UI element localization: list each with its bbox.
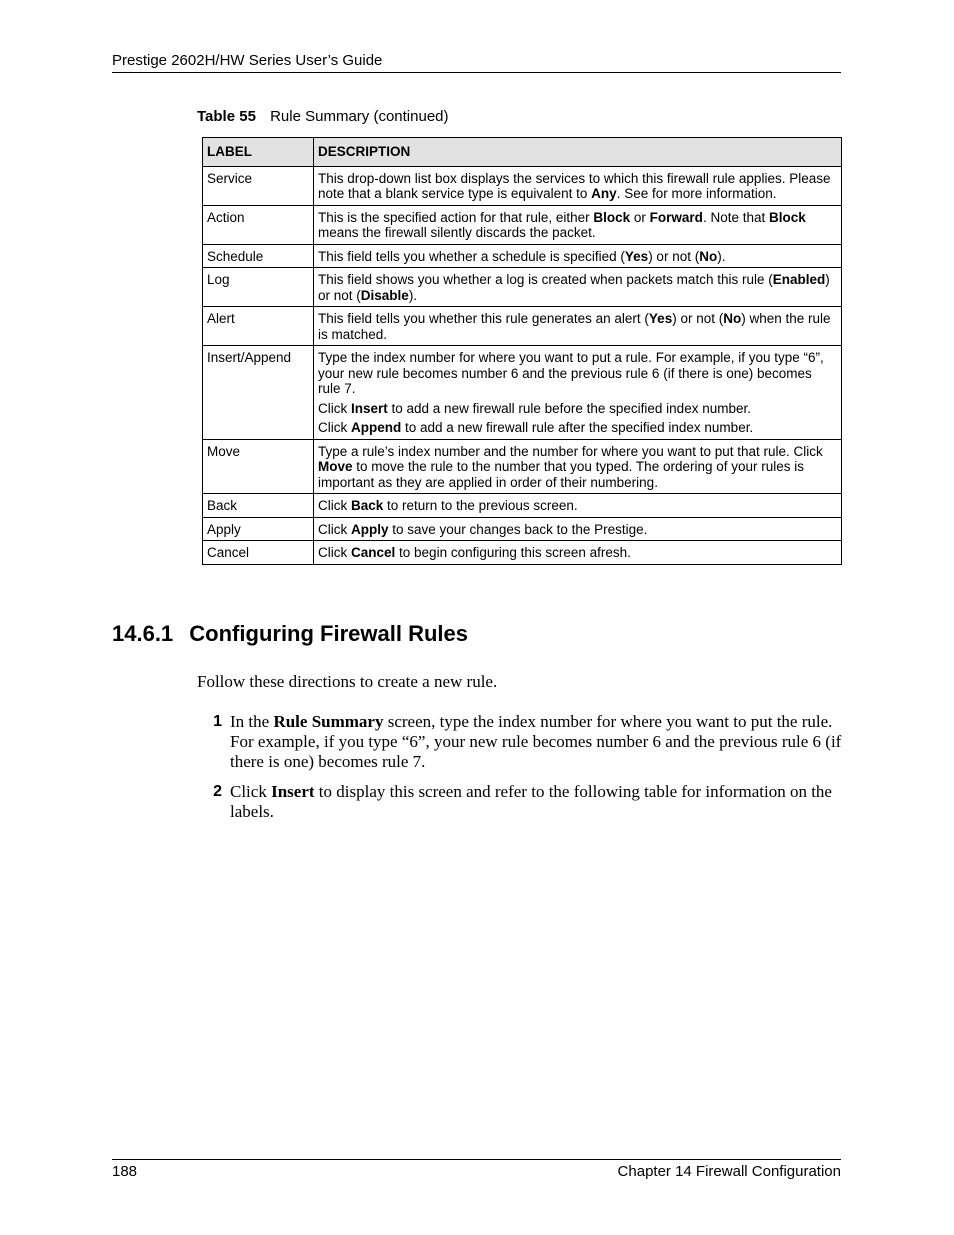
- row-label: Action: [203, 205, 314, 244]
- description-paragraph: [318, 272, 837, 303]
- text-run: Type the index number for where you want to put a rule. For example, if you type “6”, your new rule becomes number 6 and the previous rule 6 (if there is one) becomes rule 7.: [318, 350, 824, 396]
- row-description: [314, 541, 842, 565]
- table-header-row: [203, 138, 842, 167]
- description-paragraph: [318, 311, 837, 342]
- column-header-label: LABEL: [203, 138, 314, 167]
- text-run: Click: [318, 545, 351, 560]
- row-label: Apply: [203, 517, 314, 541]
- description-paragraph: [318, 420, 837, 436]
- bold-term: Forward: [649, 209, 703, 225]
- bold-term: Rule Summary: [273, 712, 384, 731]
- text-run: to display this screen and refer to the following table for information on the labels.: [230, 782, 832, 821]
- column-header-description: DESCRIPTION: [314, 138, 842, 167]
- text-run: ) or not (: [648, 248, 700, 264]
- step-list: [197, 712, 842, 832]
- text-run: Click: [318, 498, 351, 513]
- step-number: 1: [213, 713, 222, 730]
- row-label: Alert: [203, 307, 314, 346]
- bold-term: Yes: [648, 311, 673, 326]
- bold-term: Enabled: [772, 272, 826, 287]
- table-row: [203, 307, 842, 346]
- table-caption: [197, 108, 449, 125]
- text-run: In the: [230, 712, 274, 731]
- table-body: [203, 166, 842, 564]
- row-label: Log: [203, 268, 314, 307]
- text-run: Click: [318, 521, 351, 537]
- bold-term: Yes: [624, 248, 649, 264]
- bold-term: Disable: [360, 287, 409, 303]
- text-run: ) or not (: [318, 272, 830, 303]
- intro-paragraph: Follow these directions to create a new rule.: [197, 672, 498, 691]
- table-row: [203, 244, 842, 268]
- row-label: Schedule: [203, 244, 314, 268]
- bold-term: Any: [591, 186, 617, 201]
- section-number: 14.6.1: [112, 621, 174, 646]
- text-run: ) when the rule is matched.: [318, 311, 831, 342]
- row-description: [314, 346, 842, 440]
- row-label: Insert/Append: [203, 346, 314, 440]
- text-run: to save your changes back to the Prestige.: [388, 521, 648, 537]
- description-paragraph: [318, 171, 837, 202]
- row-label: Back: [203, 494, 314, 518]
- section-title: Configuring Firewall Rules: [189, 621, 468, 646]
- running-footer: [112, 1159, 841, 1180]
- row-description: [314, 517, 842, 541]
- row-description: [314, 166, 842, 205]
- text-run: to move the rule to the number that you typed. The ordering of your rules is important as they are applied in order of their numbering.: [318, 459, 805, 490]
- step-item: [197, 712, 842, 772]
- description-paragraph: [318, 522, 837, 538]
- row-description: [314, 244, 842, 268]
- bold-term: Move: [318, 459, 353, 474]
- description-paragraph: [318, 444, 837, 491]
- row-description: [314, 307, 842, 346]
- text-run: Type a rule’s index number and the number for where you want to put that rule. Click: [318, 443, 823, 459]
- text-run: This field tells you whether this rule generates an alert (: [318, 311, 649, 326]
- bold-term: No: [723, 311, 742, 326]
- text-run: . See for more information.: [616, 186, 777, 201]
- table-row: [203, 346, 842, 440]
- description-paragraph: [318, 401, 837, 417]
- bold-term: No: [699, 248, 718, 264]
- description-paragraph: [318, 545, 837, 561]
- table-caption-title: Rule Summary (continued): [270, 108, 449, 125]
- text-run: This field shows you whether a log is created when packets match this rule (: [318, 272, 773, 287]
- text-run: This is the specified action for that rule, either: [318, 209, 594, 225]
- text-run: . Note that: [702, 209, 769, 225]
- step-item: [197, 782, 842, 822]
- table-row: [203, 205, 842, 244]
- bold-term: Block: [768, 209, 806, 225]
- row-description: [314, 268, 842, 307]
- table-row: [203, 517, 842, 541]
- text-run: This field tells you whether a schedule is specified (: [318, 248, 625, 264]
- page-number: 188: [112, 1163, 138, 1180]
- text-run: to add a new firewall rule after the specified index number.: [401, 420, 754, 435]
- bold-term: Block: [593, 209, 631, 225]
- text-run: to return to the previous screen.: [383, 498, 578, 513]
- section-heading: [112, 621, 468, 647]
- table-row: [203, 166, 842, 205]
- table-row: [203, 268, 842, 307]
- text-run: to add a new firewall rule before the specified index number.: [387, 400, 751, 416]
- table-row: [203, 494, 842, 518]
- bold-term: Cancel: [351, 545, 396, 560]
- bold-term: Insert: [271, 782, 315, 801]
- row-description: [314, 439, 842, 494]
- description-paragraph: [318, 210, 837, 241]
- chapter-title: Chapter 14 Firewall Configuration: [617, 1163, 841, 1180]
- row-label: Move: [203, 439, 314, 494]
- text-run: or: [630, 209, 650, 225]
- text-run: to begin configuring this screen afresh.: [395, 545, 631, 560]
- table-row: [203, 541, 842, 565]
- text-run: means the firewall silently discards the packet.: [318, 225, 596, 240]
- text-run: ) or not (: [672, 311, 724, 326]
- rule-summary-table: [202, 137, 842, 565]
- row-label: Service: [203, 166, 314, 205]
- text-run: Click: [318, 420, 351, 435]
- bold-term: Append: [351, 420, 402, 435]
- guide-title: Prestige 2602H/HW Series User’s Guide: [112, 52, 383, 69]
- description-paragraph: [318, 350, 837, 397]
- row-label: Cancel: [203, 541, 314, 565]
- table-caption-label: Table 55: [197, 108, 256, 125]
- text-run: ).: [717, 248, 726, 264]
- row-description: [314, 494, 842, 518]
- step-number: 2: [213, 783, 222, 800]
- text-run: screen, type the index number for where you want to put the rule. For example, if you type “6”, your new rule becomes number 6 and the previous rule 6 (if there is one) becomes rule 7.: [230, 712, 842, 771]
- description-paragraph: [318, 498, 837, 514]
- table-row: [203, 439, 842, 494]
- running-header: [112, 52, 841, 73]
- text-run: This drop-down list box displays the services to which this firewall rule applies. Please note that a blank service type is equivalent to: [318, 170, 831, 201]
- row-description: [314, 205, 842, 244]
- text-run: ).: [408, 287, 418, 303]
- text-run: Click: [318, 400, 351, 416]
- bold-term: Back: [351, 498, 384, 513]
- description-paragraph: [318, 249, 837, 265]
- text-run: Click: [230, 782, 272, 801]
- bold-term: Insert: [351, 400, 388, 416]
- bold-term: Apply: [351, 521, 389, 537]
- step-text: [230, 712, 842, 772]
- step-text: [230, 782, 842, 822]
